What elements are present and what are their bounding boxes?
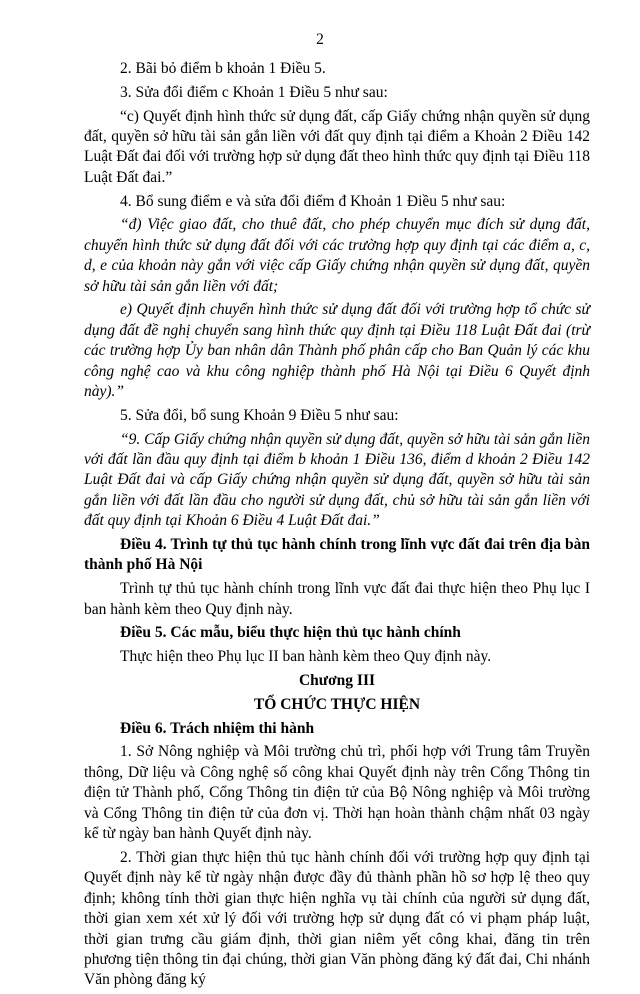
article-5-body: Thực hiện theo Phụ lục II ban hành kèm theo Quy định này.: [120, 648, 492, 666]
amendment-item-4-quote-e: e) Quyết định chuyển hình thức sử dụng đất đối với trường hợp tổ chức sử dụng đất đề nghị chuyển sang hình thức quy định tại Điều 118 Luật Đất đai (trừ các trường hợp Ủy ban nhân dân Thành phố phân cấp cho Ban Quản lý các khu công nghệ cao và khu công nghiệp thành phố Hà Nội tại Điều 6 Quyết định này).”: [84, 301, 590, 401]
amendment-item-3: 3. Sửa đổi điểm c Khoản 1 Điều 5 như sau:: [120, 83, 388, 101]
article-6-clause-1: 1. Sở Nông nghiệp và Môi trường chủ trì, phối hợp với Trung tâm Truyền thông, Dữ liệu và Công nghệ số công khai Quyết định này trên Cổng Thông tin điện tử Thành phố, Cổng Thông tin điện tử của Bộ Nông nghiệp và Môi trường và Cổng Thông tin điện tử của đơn vị. Thời hạn hoàn thành chậm nhất 03 ngày kể từ ngày ban hành Quyết định này.: [84, 743, 590, 843]
amendment-item-3-quote: “c) Quyết định hình thức sử dụng đất, cấp Giấy chứng nhận quyền sử dụng đất, quyền sở hữu tài sản gắn liền với đất quy định tại điểm a Khoản 2 Điều 142 Luật Đất đai đối với trường hợp sử dụng đất theo hình thức quy định tại Điều 118 Luật Đất đai.”: [84, 107, 590, 186]
amendment-item-2: 2. Bãi bỏ điểm b khoản 1 Điều 5.: [120, 60, 326, 77]
amendment-item-5: 5. Sửa đổi, bổ sung Khoản 9 Điều 5 như sau:: [120, 406, 399, 424]
article-6-heading: Điều 6. Trách nhiệm thi hành: [120, 719, 315, 737]
chapter-title: TỔ CHỨC THỰC HIỆN: [253, 695, 421, 713]
article-4-body: Trình tự thủ tục hành chính trong lĩnh vực đất đai thực hiện theo Phụ lục I ban hành kèm theo Quy định này.: [84, 580, 590, 618]
chapter-number: Chương III: [298, 672, 376, 690]
document-body: [84, 59, 590, 994]
amendment-item-5-quote: “9. Cấp Giấy chứng nhận quyền sử dụng đất, quyền sở hữu tài sản gắn liền với đất lần đầu quy định tại điểm b khoản 1 Điều 136, điểm d khoản 2 Điều 142 Luật Đất đai và cấp Giấy chứng nhận quyền sử dụng đất, quyền sở hữu tài sản gắn liền với đất lần đầu cho người sử dụng đất, chủ sở hữu tài sản gắn liền với đất quy định tại Khoản 6 Điều 4 Luật Đất đai.”: [84, 430, 590, 530]
amendment-item-4: 4. Bổ sung điểm e và sửa đổi điểm đ Khoản 1 Điều 5 như sau:: [120, 192, 506, 210]
article-4-heading: Điều 4. Trình tự thủ tục hành chính trong lĩnh vực đất đai trên địa bàn thành phố Hà Nội: [84, 536, 590, 574]
amendment-item-4-quote-d: “đ) Việc giao đất, cho thuê đất, cho phép chuyển mục đích sử dụng đất, chuyển hình thức sử dụng đất đối với các trường hợp quy định tại các điểm a, c, d, e của khoản này gắn với việc cấp Giấy chứng nhận quyền sử dụng đất, quyền sở hữu tài sản gắn liền với đất;: [84, 216, 590, 295]
article-5-heading: Điều 5. Các mẫu, biểu thực hiện thủ tục hành chính: [120, 624, 461, 642]
page-number: 2: [316, 31, 324, 48]
article-6-clause-2: 2. Thời gian thực hiện thủ tục hành chính đối với trường hợp quy định tại Quyết định này kể từ ngày nhận được đầy đủ thành phần hồ sơ hợp lệ theo quy định; không tính thời gian thực hiện nghĩa vụ tài chính của người sử dụng đất, thời gian xem xét xử lý đối với trường hợp sử dụng đất có vi phạm pháp luật, thời gian trưng cầu giám định, thời gian niêm yết công khai, đăng tin trên phương tiện thông tin đại chúng, thời gian Văn phòng đăng ký đất đai, Chi nhánh Văn phòng đăng ký: [84, 848, 590, 989]
